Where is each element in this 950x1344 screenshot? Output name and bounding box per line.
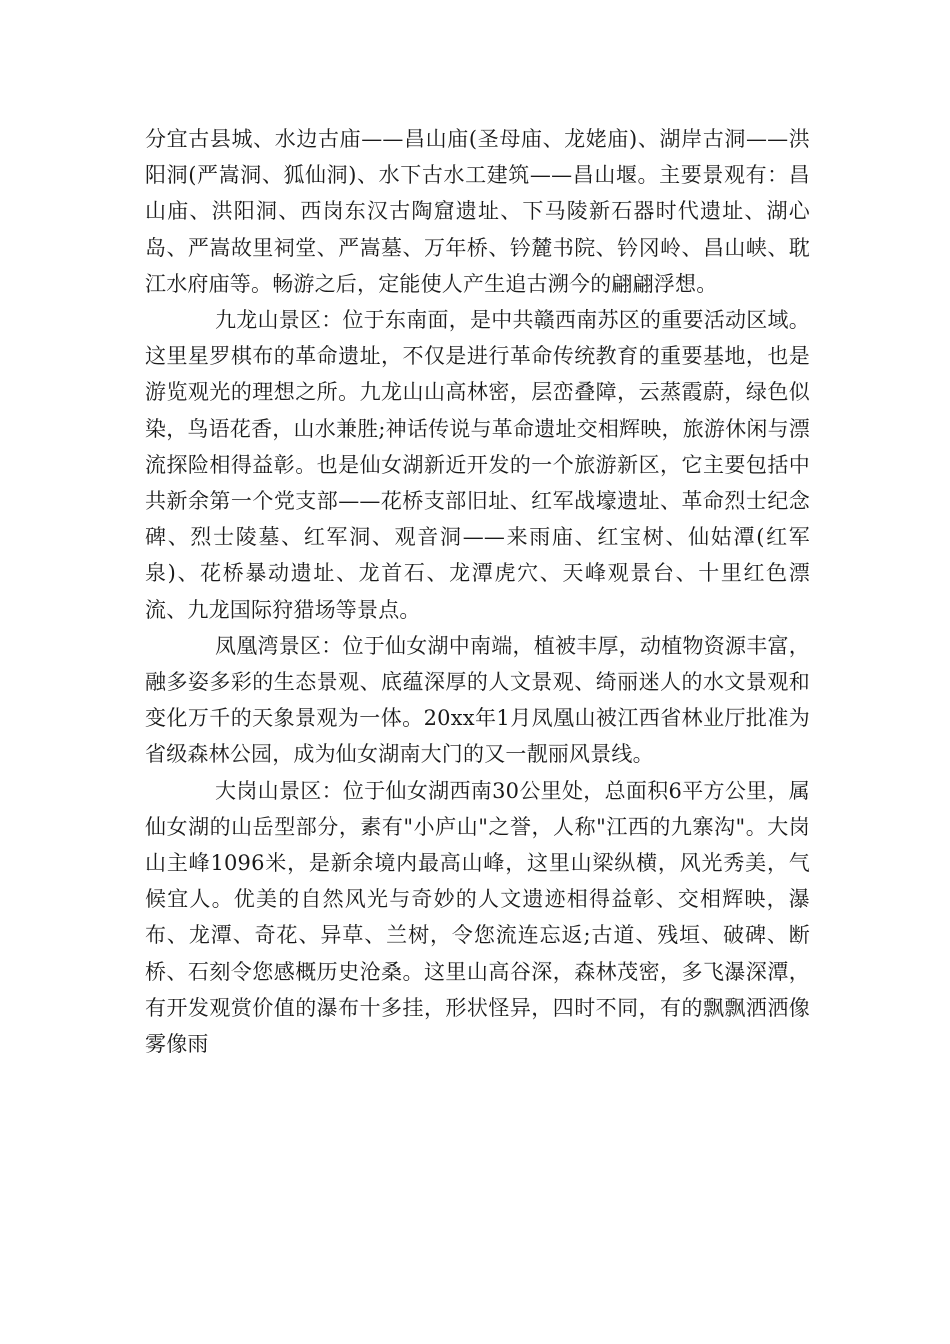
paragraph-fenghuangwan: 凤凰湾景区：位于仙女湖中南端，植被丰厚，动植物资源丰富，融多姿多彩的生态景观、底蕴深厚的人文景观、绮丽迷人的水文景观和变化万千的天象景观为一体。20xx年1月凤凰山被江西省林业厅批准为省级森林公园，成为仙女湖南大门的又一靓丽风景线。	[145, 633, 810, 767]
paragraph-intro-continuation: 分宜古县城、水边古庙——昌山庙(圣母庙、龙姥庙)、湖岸古洞——洪阳洞(严嵩洞、狐仙洞)、水下古水工建筑——昌山堰。主要景观有：昌山庙、洪阳洞、西岗东汉古陶窟遗址、下马陵新石器时代遗址、湖心岛、严嵩故里祠堂、严嵩墓、万年桥、钤麓书院、钤冈岭、昌山峡、耽江水府庙等。畅游之后，定能使人产生追古溯今的翩翩浮想。	[145, 127, 810, 296]
document-page	[145, 121, 810, 1062]
paragraph-dagangshan: 大岗山景区：位于仙女湖西南30公里处，总面积6平方公里，属仙女湖的山岳型部分，素有"小庐山"之誉，人称"江西的九寨沟"。大岗山主峰1096米，是新余境内最高山峰，这里山梁纵横，风光秀美，气候宜人。优美的自然风光与奇妙的人文遗迹相得益彰、交相辉映，瀑布、龙潭、奇花、异草、兰树，令您流连忘返;古道、残垣、破碑、断桥、石刻令您感概历史沧桑。这里山高谷深，森林茂密，多飞瀑深潭，有开发观赏价值的瀑布十多挂，形状怪异，四时不同，有的飘飘洒洒像雾像雨	[145, 778, 810, 1057]
paragraph-jiulongshan: 九龙山景区：位于东南面，是中共赣西南苏区的重要活动区域。这里星罗棋布的革命遗址，不仅是进行革命传统教育的重要基地，也是游览观光的理想之所。九龙山山高林密，层峦叠障，云蒸霞蔚，绿色似染，鸟语花香，山水兼胜;神话传说与革命遗址交相辉映，旅游休闲与漂流探险相得益彰。也是仙女湖新近开发的一个旅游新区，它主要包括中共新余第一个党支部——花桥支部旧址、红军战壕遗址、革命烈士纪念碑、烈士陵墓、红军洞、观音洞——来雨庙、红宝树、仙姑潭(红军泉)、花桥暴动遗址、龙首石、龙潭虎穴、天峰观景台、十里红色漂流、九龙国际狩猎场等景点。	[145, 308, 810, 622]
